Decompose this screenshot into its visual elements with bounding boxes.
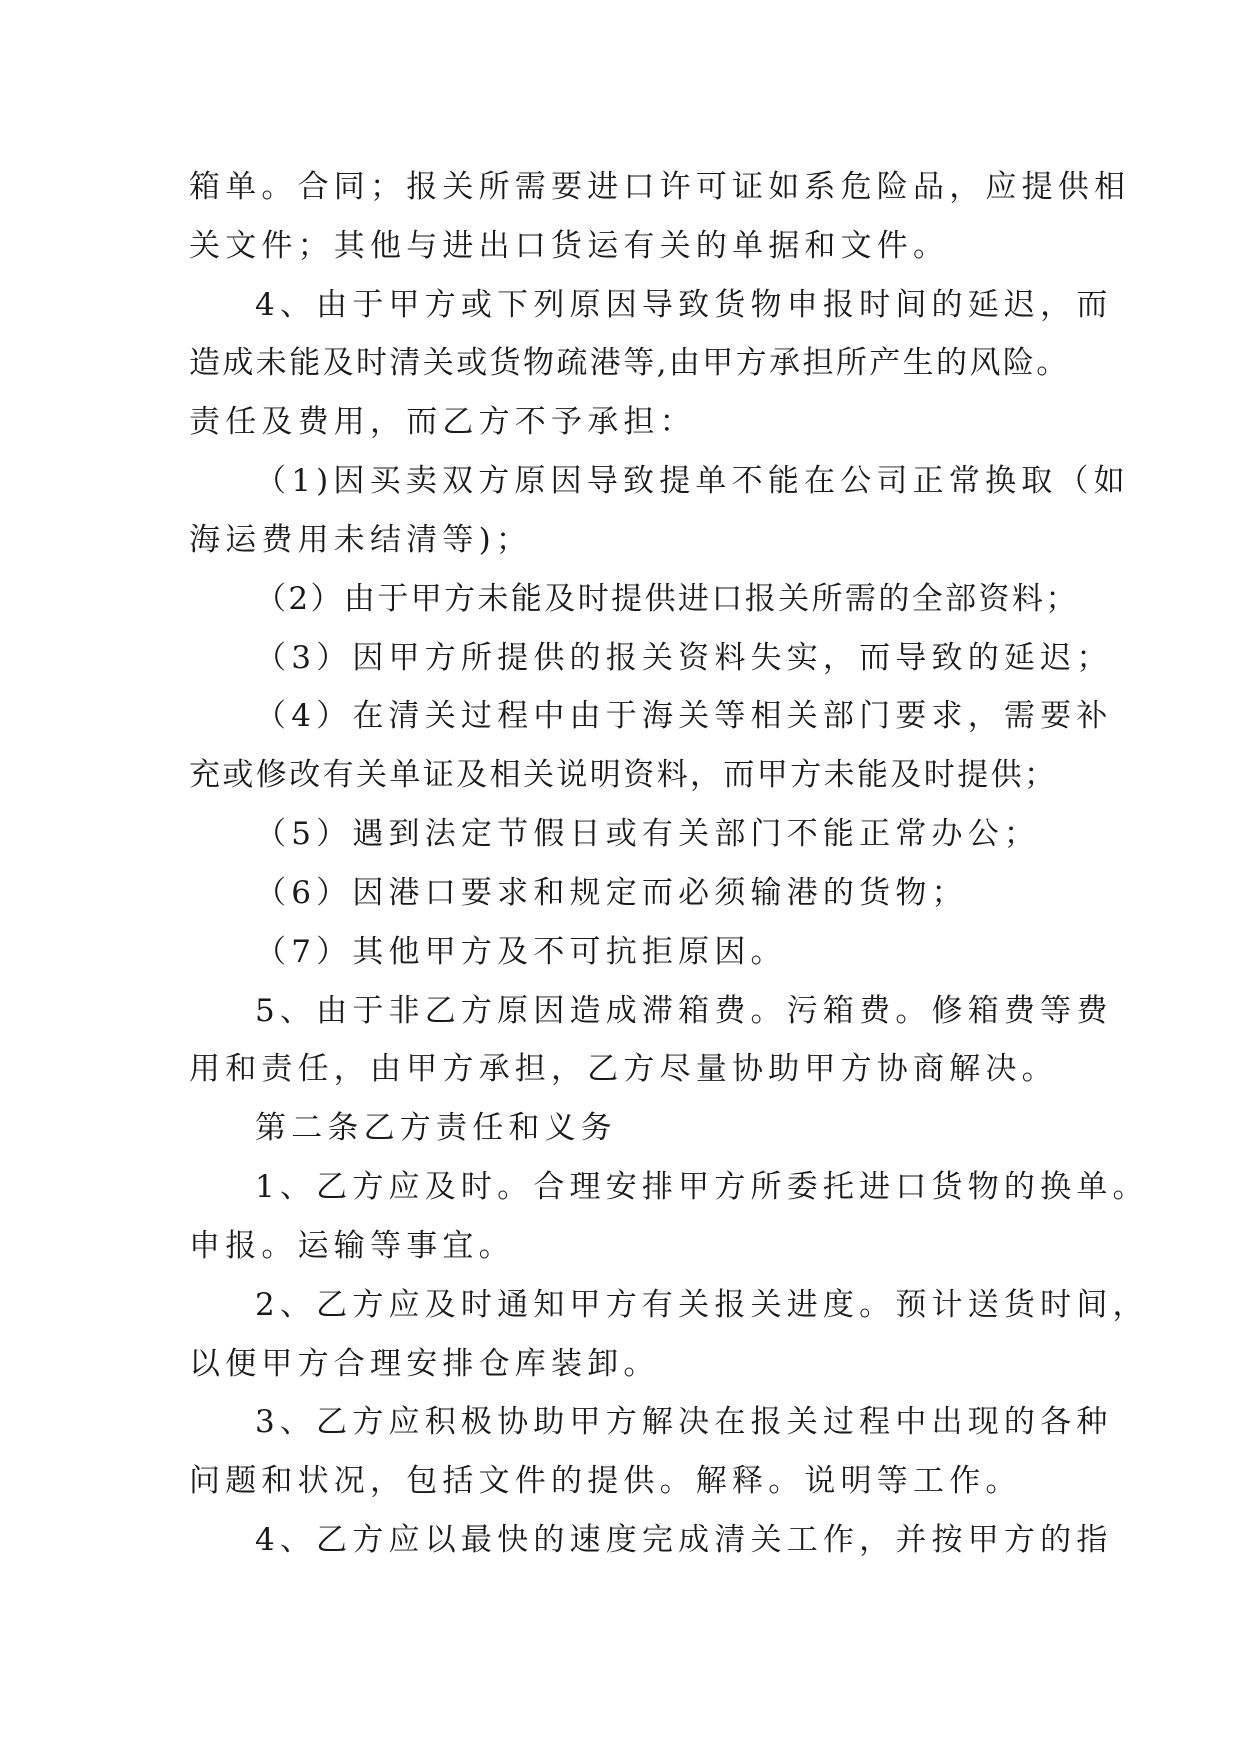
- paragraph-start-line: 3、乙方应积极协助甲方解决在报关过程中出现的各种: [255, 1404, 1113, 1440]
- text-line: 关文件；其他与进出口货运有关的单据和文件。: [189, 228, 950, 264]
- list-item-line: （7）其他甲方及不可抗拒原因。: [255, 934, 787, 970]
- text-line: 造成未能及时清关或货物疏港等,由甲方承担所产生的风险。: [189, 345, 1070, 381]
- paragraph-start-line: 4、由于甲方或下列原因导致货物申报时间的延迟，而: [255, 287, 1113, 323]
- text-line: 责任及费用，而乙方不予承担：: [189, 404, 696, 440]
- paragraph-start-line: 1、乙方应及时。合理安排甲方所委托进口货物的换单。: [255, 1169, 1149, 1205]
- text-line: 申报。运输等事宜。: [189, 1228, 515, 1264]
- list-item-line: （2）由于甲方未能及时提供进口报关所需的全部资料；: [255, 581, 1079, 617]
- paragraph-start-line: 2、乙方应及时通知甲方有关报关进度。预计送货时间，: [255, 1287, 1149, 1323]
- list-item-line: （1)因买卖双方原因导致提单不能在公司正常换取（如: [255, 463, 1130, 499]
- section-heading: 第二条乙方责任和义务: [255, 1110, 617, 1146]
- list-item-line: （6）因港口要求和规定而必须输港的货物；: [255, 875, 968, 911]
- paragraph-start-line: 4、乙方应以最快的速度完成清关工作，并按甲方的指: [255, 1522, 1113, 1558]
- list-item-line: （5）遇到法定节假日或有关部门不能正常办公；: [255, 816, 1041, 852]
- text-line: 用和责任，由甲方承担，乙方尽量协助甲方协商解决。: [189, 1051, 1058, 1087]
- text-line: 问题和状况，包括文件的提供。解释。说明等工作。: [189, 1463, 1022, 1499]
- text-line: 箱单。合同；报关所需要进口许可证如系危险品，应提供相: [189, 169, 1131, 205]
- paragraph-start-line: 5、由于非乙方原因造成滞箱费。污箱费。修箱费等费: [255, 993, 1113, 1029]
- list-item-line: （4）在清关过程中由于海关等相关部门要求，需要补: [255, 698, 1113, 734]
- text-line: 以便甲方合理安排仓库装卸。: [189, 1346, 660, 1382]
- list-item-line: （3）因甲方所提供的报关资料失实，而导致的延迟；: [255, 640, 1113, 676]
- text-line: 充或修改有关单证及相关说明资料，而甲方未能及时提供；: [189, 757, 1058, 793]
- text-line: 海运费用未结清等)；: [189, 522, 533, 558]
